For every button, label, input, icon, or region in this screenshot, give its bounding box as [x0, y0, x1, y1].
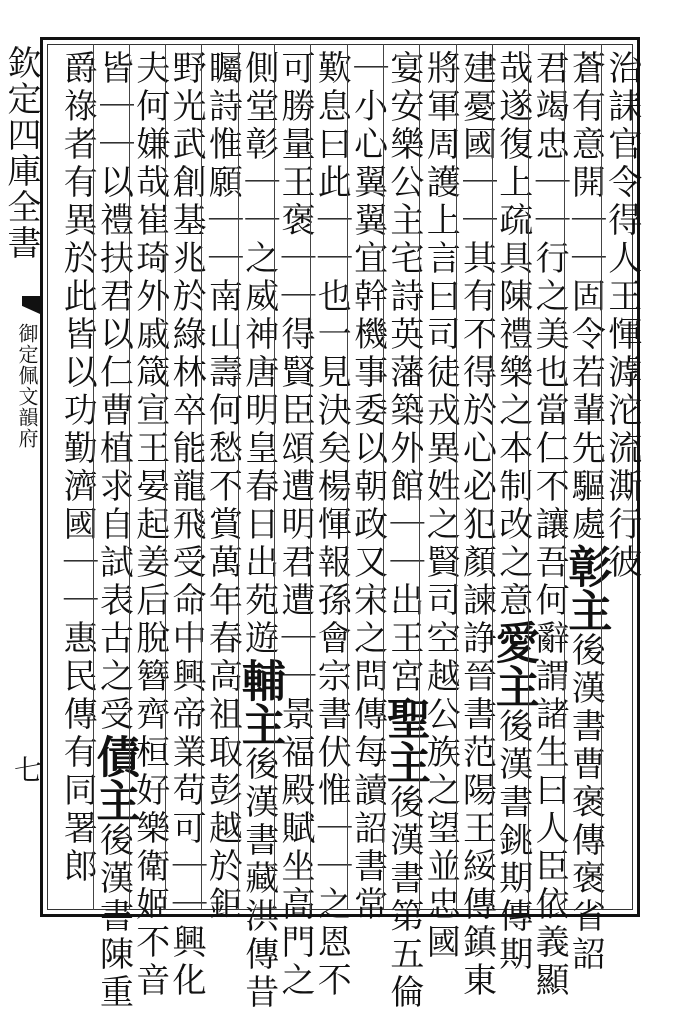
- entry-heading: 債主: [88, 734, 140, 822]
- entry-heading: 彰主: [560, 544, 612, 632]
- column-text: 歎息曰此｜｜也一見決矣楊惲報孫會宗書伏惟｜｜之恩不: [311, 50, 352, 1000]
- column-text: 後漢書藏洪傳昔: [238, 746, 279, 1012]
- column-divider: [310, 44, 311, 910]
- column-divider: [165, 44, 166, 910]
- column-text: 傳有同署郎: [57, 696, 98, 886]
- column-divider: [201, 44, 202, 910]
- column-text: 謂諸生曰人臣依義顯: [529, 658, 570, 1000]
- column-text: 蒼有意開｜｜固令若輩先驅處: [565, 50, 606, 544]
- column-text: 宴安樂公主宅詩英藩築外館｜｜出王宮: [383, 50, 424, 696]
- column-text: 傳每讀詔書常: [347, 696, 388, 924]
- column-text: 後漢書陳重: [93, 822, 134, 1012]
- column-text: 高祖取彭越於鉅: [202, 658, 243, 924]
- column-text: 可勝量王褒｜｜得賢臣頌遭明君遭｜｜景福殿賦坐高門之: [275, 50, 315, 1000]
- column-divider: [347, 44, 348, 910]
- column-divider: [383, 44, 384, 910]
- column-text: 治誄官令得人王惲滹沱流澌行彼: [601, 50, 642, 582]
- column-divider: [238, 44, 239, 910]
- column-text: 哉遂復上疏具陳禮樂之本制改之意: [492, 50, 533, 620]
- column-divider: [93, 44, 94, 910]
- column-divider: [129, 44, 130, 910]
- column-text: 側堂彰｜｜之威神唐明皇春日出苑遊: [238, 50, 279, 658]
- column-text: 建憂國｜｜其有不得於心必犯顏諫諍晉書范陽王綏傳鎮東: [456, 50, 497, 1000]
- column-text: 後漢書第五倫: [383, 784, 424, 1012]
- column-divider: [274, 44, 275, 910]
- column-text: 後漢書銚期傳期: [492, 708, 533, 974]
- entry-heading: 愛主: [487, 620, 539, 708]
- column-divider: [528, 44, 529, 910]
- column-divider: [492, 44, 493, 910]
- margin-book-title: 御定佩文韻府: [15, 323, 39, 449]
- column-text: 君竭忠｜｜行之美也當仁不讓吾何辭: [529, 50, 570, 658]
- page-number: 七: [10, 755, 43, 783]
- column-divider: [564, 44, 565, 910]
- fish-tail-mark: [22, 296, 40, 314]
- column-text: 後漢書曹褒傳褒省詔: [565, 632, 606, 974]
- column-divider: [601, 44, 602, 910]
- column-text: 皆｜｜以禮扶君以仁曹植求自試表古之受: [93, 50, 134, 734]
- column-text: 野光武創基兆於綠林卒能龍飛受命中興帝業苟可｜｜興化: [166, 50, 207, 1000]
- column-text: 夫何嫌哉崔琦外戚箴宣王晏起姜后脫簪齊桓好樂衛姬不音: [129, 50, 170, 1000]
- column-divider: [419, 44, 420, 910]
- column-divider: [456, 44, 457, 910]
- column-text: ｜小心翼翼宜幹機事委以朝政又宋之問: [347, 50, 388, 696]
- column-text: 將軍周護上言曰司徒戎異姓之賢司空越公族之望並忠國: [420, 50, 461, 962]
- text-column: [601, 50, 643, 908]
- margin-title: 欽定四庫全書: [1, 45, 41, 261]
- column-text: 爵祿者有異於此皆以功勤濟國｜｜惠民: [57, 50, 98, 696]
- entry-heading: 輔主: [233, 658, 285, 746]
- entry-heading: 聖主: [378, 696, 430, 784]
- column-text: 矚詩惟願｜｜南山壽何愁不賞萬年春: [202, 50, 243, 658]
